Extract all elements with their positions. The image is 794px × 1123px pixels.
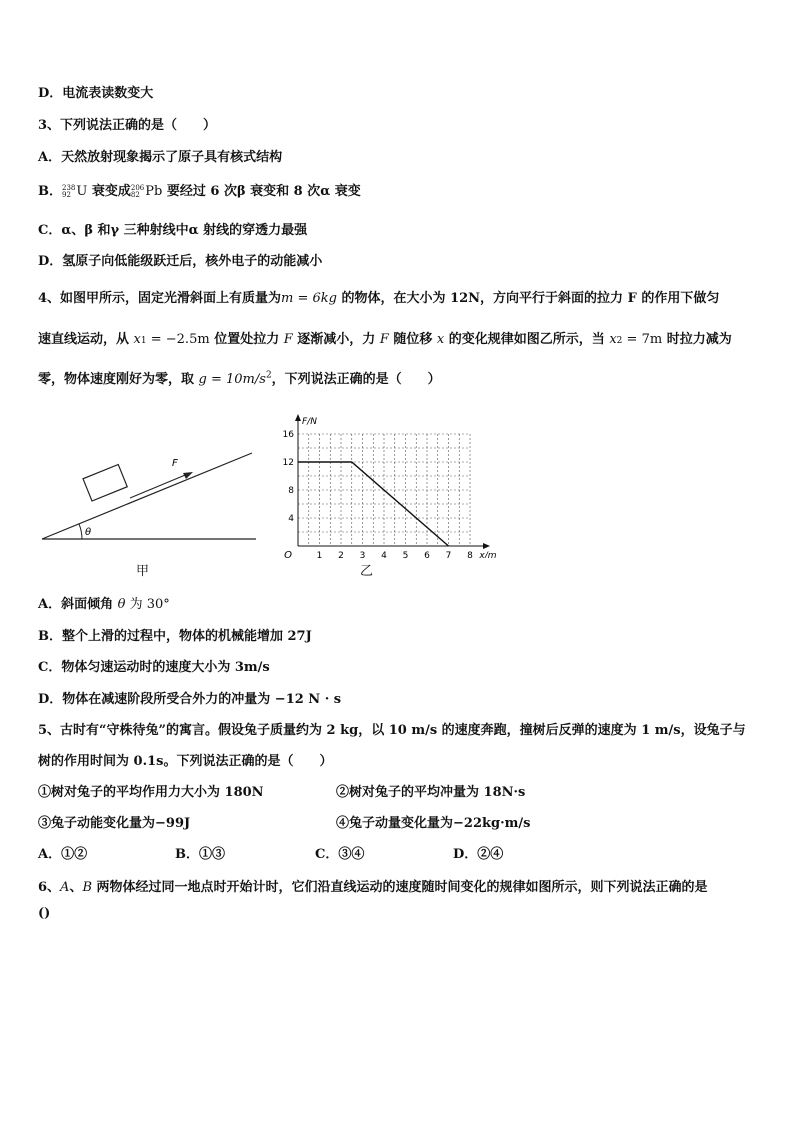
- q4-stem-line2: 速直线运动，从 x1 = −2.5m 位置处拉力 F 逐渐减小，力 F 随位移 x 的变化规律如图乙所示，当 x2 = 7m 时拉力减为: [38, 332, 732, 347]
- q5-option-c: C．③④: [315, 847, 365, 862]
- figure-jia-caption: 甲: [136, 564, 150, 579]
- y-tick-label: 4: [288, 514, 294, 524]
- q5-option-a: A．①②: [38, 847, 88, 862]
- q3-stem: 3、下列说法正确的是（ ）: [38, 118, 217, 133]
- force-displacement-chart: [276, 408, 506, 558]
- q5-stem-line1: 5、古时有“守株待兔”的寓言。假设兔子质量约为 2 kg，以 10 m/s 的速度奔跑，撞树后反弹的速度为 1 m/s，设兔子与: [38, 723, 746, 738]
- y-axis-label: F/N: [302, 417, 317, 427]
- origin-label: O: [284, 550, 292, 558]
- chart-axes: [295, 414, 490, 549]
- x-tick-label: 4: [381, 551, 387, 558]
- q6-stem-line2: (): [38, 906, 51, 921]
- x-tick-label: 2: [338, 551, 344, 558]
- incline-line: [42, 453, 252, 539]
- q3-option-d: D．氢原子向低能级跃迁后，核外电子的动能减小: [38, 254, 323, 269]
- q5-statement-4: ④兔子动量变化量为−22kg·m/s: [336, 816, 531, 831]
- q4-stem-line3: 零，物体速度刚好为零，取 $g = 10m/s^2$，下列说法正确的是（ ）: [38, 370, 441, 387]
- y-tick-label: 16: [282, 430, 294, 440]
- angle-label: θ: [85, 527, 92, 538]
- q2-option-d: D．电流表读数变大: [38, 86, 154, 101]
- q5-statement-3: ③兔子动能变化量为−99J: [38, 816, 191, 831]
- force-arrow: [130, 473, 190, 498]
- force-label: F: [172, 458, 178, 469]
- incline-diagram: [38, 448, 260, 548]
- q4-option-a: A．斜面倾角 θ 为 30°: [38, 597, 170, 612]
- q5-stem-line2: 树的作用时间为 0.1s。下列说法正确的是（ ）: [38, 754, 333, 769]
- block: [83, 465, 127, 501]
- q3-option-c: C．α、β 和γ 三种射线中α 射线的穿透力最强: [38, 223, 308, 238]
- chart-tick-labels: [283, 417, 497, 558]
- q4-option-d: D．物体在减速阶段所受合外力的冲量为 −12 N · s: [38, 692, 342, 707]
- angle-arc: [79, 524, 82, 539]
- q5-option-b: B．①③: [175, 847, 225, 862]
- q3-option-b: B． 238 92 U 衰变成 206 82 Pb 要经过 6 次β 衰变和 8 次α 衰变: [38, 183, 361, 199]
- q4-option-b: B．整个上滑的过程中，物体的机械能增加 27J: [38, 629, 312, 644]
- figure-yi-caption: 乙: [360, 564, 374, 579]
- q5-option-d: D．②④: [453, 847, 504, 862]
- x-tick-label: 3: [359, 551, 366, 558]
- x-tick-label: 6: [424, 551, 430, 558]
- x-axis-arrow: [483, 543, 490, 549]
- x-tick-label: 5: [402, 551, 409, 558]
- q3-option-a: A．天然放射现象揭示了原子具有核式结构: [38, 150, 283, 165]
- x-tick-label: 8: [467, 551, 473, 558]
- q4-option-c: C．物体匀速运动时的速度大小为 3m/s: [38, 660, 270, 675]
- q4-stem-line1: 4、如图甲所示，固定光滑斜面上有质量为m = 6kg 的物体，在大小为 12N，方向平行于斜面的拉力 F 的作用下做匀: [38, 291, 720, 306]
- q6-stem-line1: 6、A、B 两物体经过同一地点时开始计时，它们沿直线运动的速度随时间变化的规律如图所示，则下列说法正确的是: [38, 880, 708, 895]
- y-tick-label: 8: [288, 486, 294, 496]
- y-tick-label: 12: [282, 458, 294, 468]
- y-axis-arrow: [295, 414, 301, 421]
- x-tick-label: 7: [445, 551, 452, 558]
- x-tick-label: 1: [316, 551, 323, 558]
- q5-statement-2: ②树对兔子的平均冲量为 18N·s: [336, 785, 526, 800]
- x-axis-label: x/m: [479, 551, 497, 558]
- q5-statement-1: ①树对兔子的平均作用力大小为 180N: [38, 785, 264, 800]
